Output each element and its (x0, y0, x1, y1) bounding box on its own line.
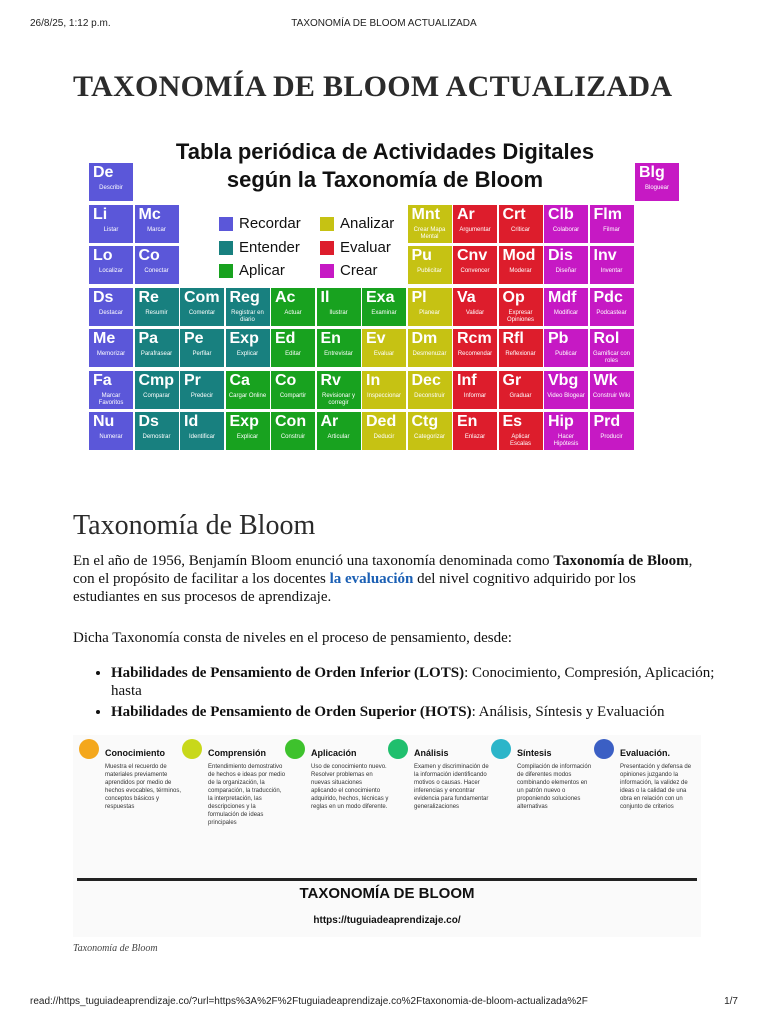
element-symbol: Rv (320, 371, 341, 389)
element-cell (271, 329, 315, 367)
infographic-divider (77, 878, 697, 881)
intro-text-b: , con el propósito de facilitar a los docentes (73, 553, 693, 587)
element-symbol: Ac (275, 288, 296, 306)
legend-label: Recordar (239, 215, 301, 232)
level-dot-icon (594, 739, 614, 759)
element-symbol: Pa (138, 330, 159, 347)
element-name: Perfilar (192, 351, 212, 357)
element-cell (408, 412, 452, 450)
element-name: Cargar Online (228, 392, 267, 399)
element-name: Describir (99, 185, 123, 191)
element-name: Memorizar (96, 351, 126, 357)
element-name: Actuar (284, 309, 302, 316)
element-name: Informar (463, 392, 487, 399)
element-symbol: Ev (366, 330, 386, 347)
element-name: Listar (103, 226, 119, 233)
element-name: Publicitar (417, 268, 442, 274)
element-cell (89, 163, 133, 201)
legend-swatch (219, 264, 233, 278)
page-number: 1/7 (724, 996, 738, 1007)
element-name: Comparar (143, 392, 170, 399)
element-symbol: Ar (457, 205, 475, 223)
element-cell (135, 329, 179, 367)
element-cell (362, 371, 406, 409)
element-name: Argumentar (459, 226, 491, 233)
page-title: TAXONOMÍA DE BLOOM ACTUALIZADA (73, 70, 673, 103)
element-name: Entrevistar (324, 351, 353, 357)
periodic-table-image (87, 133, 683, 458)
element-symbol: Rcm (457, 330, 492, 347)
element-cell (544, 329, 588, 367)
element-name: Predecir (190, 392, 214, 399)
element-symbol: En (457, 413, 478, 430)
element-name: Articular (327, 434, 350, 440)
element-name: Construir (280, 434, 306, 440)
element-cell (135, 371, 179, 409)
element-name: Crear Mapa Mental (413, 226, 446, 240)
element-name: Destacar (98, 309, 123, 316)
element-name: Explicar (236, 351, 259, 357)
image-caption: Taxonomía de Bloom (73, 943, 158, 954)
element-symbol: Pl (411, 288, 427, 306)
element-symbol: Com (184, 288, 220, 306)
element-cell (135, 205, 179, 243)
element-cell (453, 288, 497, 326)
element-name: Identificar (188, 434, 215, 440)
legend-swatch (219, 241, 233, 255)
periodic-table-title-line2: según la Taxonomía de Bloom (226, 167, 544, 192)
element-name: Explicar (236, 434, 259, 440)
element-cell (135, 246, 179, 284)
element-cell (590, 205, 634, 243)
element-symbol: Co (275, 371, 297, 389)
element-name: Comentar (188, 309, 216, 316)
element-symbol: Li (93, 205, 108, 223)
element-cell (544, 205, 588, 243)
element-name: Validar (465, 309, 485, 316)
element-cell (89, 412, 133, 450)
element-symbol: Rfl (502, 330, 524, 347)
legend-swatch (320, 217, 334, 231)
element-symbol: Hip (548, 413, 574, 430)
legend-label: Evaluar (340, 238, 391, 256)
legend-swatch (320, 264, 334, 278)
legend-swatch (219, 217, 233, 231)
element-symbol: Mod (502, 247, 536, 264)
element-cell (590, 288, 634, 326)
element-symbol: Crt (502, 205, 526, 223)
element-cell (408, 246, 452, 284)
element-name: Conectar (144, 268, 169, 274)
element-name: Registrar en diario (231, 309, 264, 323)
level-dot-icon (388, 739, 408, 759)
element-name: Evaluar (373, 351, 395, 357)
level-dot-icon (491, 739, 511, 759)
element-symbol: Vbg (548, 371, 579, 389)
element-name: Reflexionar (505, 351, 536, 357)
element-symbol: Me (93, 330, 116, 347)
list-item-bold: Habilidades de Pensamiento de Orden Superior (HOTS) (111, 704, 472, 720)
element-cell (408, 288, 452, 326)
element-cell (544, 288, 588, 326)
element-symbol: Exa (366, 288, 395, 306)
element-symbol: Ca (229, 371, 250, 389)
element-name: Inspeccionar (366, 392, 402, 399)
element-cell (453, 205, 497, 243)
element-cell (89, 288, 133, 326)
element-symbol: Mnt (411, 205, 440, 223)
element-name: Numerar (99, 434, 123, 440)
element-name: Producir (600, 434, 623, 440)
element-symbol: Blg (639, 164, 665, 181)
legend-label: Analizar (340, 215, 395, 232)
element-symbol: Ded (366, 413, 397, 430)
element-cell (499, 412, 543, 450)
level-title: Evaluación. (620, 748, 671, 758)
element-cell (180, 412, 224, 450)
element-symbol: De (93, 164, 114, 181)
element-name: Expresar Opiniones (506, 309, 535, 323)
element-symbol: Dis (548, 247, 573, 264)
level-title: Aplicación (311, 748, 357, 758)
level-title: Análisis (414, 748, 449, 758)
intro-text-a: En el año de 1956, Benjamín Bloom enunció una taxonomía denominada como (73, 553, 554, 569)
element-symbol: Re (138, 288, 159, 306)
element-cell (590, 329, 634, 367)
element-symbol: Prd (593, 413, 621, 430)
element-cell (271, 371, 315, 409)
level-description: Entendimiento demostrativo de hechos e ideas por medio de la organización, la comparación, la traducción, la interpretación, las descripciones y la formulación de ideas principales (208, 764, 286, 826)
element-name: Gamificar con roles (592, 351, 630, 364)
evaluacion-link[interactable]: la evaluación (329, 571, 414, 587)
element-cell (89, 371, 133, 409)
infographic-banner-url: https://tuguiadeaprendizaje.co/ (313, 915, 461, 926)
element-name: Diseñar (555, 268, 577, 274)
legend-swatch (320, 241, 334, 255)
element-symbol: Mc (138, 205, 161, 223)
legend-label: Aplicar (239, 262, 285, 279)
level-title: Conocimiento (105, 748, 165, 758)
element-cell (499, 246, 543, 284)
element-cell (544, 246, 588, 284)
element-symbol: Nu (93, 413, 115, 430)
element-name: Parafrasear (140, 351, 173, 357)
element-cell (226, 288, 270, 326)
element-name: Convencer (460, 268, 490, 274)
element-cell (226, 329, 270, 367)
element-name: Ilustrar (329, 309, 348, 316)
element-name: Localizar (98, 268, 123, 274)
element-cell (590, 246, 634, 284)
element-name: Desmenuzar (412, 351, 447, 357)
list-item-bold: Habilidades de Pensamiento de Orden Inferior (LOTS) (111, 665, 465, 681)
element-symbol: Ds (138, 413, 159, 430)
element-cell (408, 371, 452, 409)
intro-paragraph (73, 552, 698, 606)
element-name: Publicar (555, 351, 577, 357)
element-symbol: Va (457, 288, 476, 306)
element-name: Editar (285, 351, 301, 357)
element-name: Examinar (371, 309, 397, 316)
element-name: Inventar (600, 268, 623, 274)
element-symbol: Fa (93, 371, 112, 389)
levels-list (73, 664, 736, 724)
list-item-text: : Análisis, Síntesis y Evaluación (471, 704, 665, 720)
section-title: Taxonomía de Bloom (73, 510, 316, 541)
print-datetime: 26/8/25, 1:12 p.m. (30, 18, 111, 29)
level-dot-icon (285, 739, 305, 759)
element-symbol: Gr (502, 371, 522, 389)
element-cell (89, 205, 133, 243)
element-symbol: Inf (457, 371, 477, 389)
print-url: read://https_tuguiadeaprendizaje.co/?url=https%3A%2F%2Ftuguiadeaprendizaje.co%2Ftaxonomia-de-bloom-actualizada%2F (30, 996, 588, 1007)
print-doc-title: TAXONOMÍA DE BLOOM ACTUALIZADA (291, 18, 477, 29)
element-name: Compartir (279, 392, 307, 399)
element-symbol: Dm (411, 330, 438, 347)
element-cell (89, 329, 133, 367)
element-cell (408, 329, 452, 367)
element-symbol: En (320, 330, 341, 347)
element-symbol: Co (138, 247, 160, 264)
element-cell (226, 371, 270, 409)
element-symbol: Ar (320, 413, 339, 430)
bloom-infographic-image (73, 735, 701, 937)
element-symbol: Inv (593, 247, 617, 264)
level-description: Muestra el recuerdo de materiales previamente aprendidos por medio de hechos evocables, términos, conceptos básicos y respuestas (105, 764, 182, 810)
element-cell (135, 288, 179, 326)
element-cell (544, 412, 588, 450)
element-symbol: Wk (593, 371, 618, 389)
element-cell (453, 329, 497, 367)
element-symbol: Es (502, 413, 523, 430)
element-symbol: Op (502, 288, 525, 306)
level-dot-icon (79, 739, 99, 759)
element-name: Aplicar Escalas (509, 434, 531, 447)
element-cell (317, 412, 361, 450)
element-cell (226, 412, 270, 450)
element-symbol: Flm (593, 205, 622, 223)
level-title: Síntesis (517, 748, 552, 758)
element-cell (362, 412, 406, 450)
element-symbol: Pr (184, 371, 201, 389)
element-symbol: Cnv (457, 247, 488, 264)
element-cell (453, 246, 497, 284)
element-cell (635, 163, 679, 201)
element-symbol: Con (275, 413, 307, 430)
element-name: Recomendar (457, 351, 493, 357)
element-cell (135, 412, 179, 450)
element-name: Filmar (603, 226, 620, 233)
element-symbol: Clb (548, 205, 574, 223)
element-cell (499, 329, 543, 367)
element-name: Resumir (145, 309, 168, 316)
element-symbol: Mdf (548, 288, 577, 306)
element-name: Hacer Hipótesis (553, 434, 579, 447)
element-name: Categorizar (413, 434, 445, 440)
element-name: Bloguear (644, 185, 670, 191)
element-cell (499, 371, 543, 409)
intro-text-c: del nivel cognitivo adquirido por los estudiantes en sus procesos de aprendizaje. (73, 571, 636, 605)
element-name: Revisionar y corregir (321, 392, 355, 406)
legend-label: Crear (340, 262, 378, 279)
intro-bold: Taxonomía de Bloom (553, 553, 689, 569)
level-description: Compilación de información de diferentes modos combinando elementos en un patrón nuevo o proponiendo soluciones alternativas (517, 764, 592, 810)
element-cell (362, 288, 406, 326)
element-name: Construir Wiki (592, 392, 631, 399)
element-name: Planear (419, 309, 440, 316)
element-symbol: Rol (593, 330, 620, 347)
element-cell (180, 288, 224, 326)
element-cell (453, 412, 497, 450)
element-cell (590, 412, 634, 450)
element-name: Marcar Favoritos (98, 392, 124, 406)
element-name: Modificar (553, 309, 579, 316)
element-symbol: Pdc (593, 288, 623, 306)
element-cell (317, 329, 361, 367)
element-cell (180, 329, 224, 367)
legend-label: Entender (239, 238, 300, 256)
periodic-table-title-line1: Tabla periódica de Actividades Digitales (175, 139, 595, 164)
element-symbol: Exp (229, 330, 259, 347)
level-title: Comprensión (208, 748, 267, 758)
element-symbol: Dec (411, 371, 441, 389)
level-description: Presentación y defensa de opiniones juzgando la información, la validez de ideas o la calidad de una obra en relación con un conjunto de criterios (620, 764, 692, 810)
level-description: Uso de conocimiento nuevo. Resolver problemas en nuevas situaciones aplicando el conocimiento adquirido, hechos, técnicas y reglas en un modo diferente. (311, 764, 389, 810)
element-cell (271, 288, 315, 326)
element-symbol: Pu (411, 247, 432, 264)
element-name: Enlazar (464, 434, 486, 440)
element-symbol: In (366, 371, 381, 389)
element-cell (180, 371, 224, 409)
level-description: Examen y discriminación de la información identificando motivos o causas. Hacer inferencias y encontrar evidencia para fundamentar generalizaciones (414, 764, 489, 810)
element-cell (89, 246, 133, 284)
element-symbol: Reg (229, 288, 260, 306)
element-cell (544, 371, 588, 409)
list-item (111, 664, 736, 700)
element-cell (499, 205, 543, 243)
list-item (111, 703, 736, 721)
element-symbol: Il (320, 288, 330, 306)
level-dot-icon (182, 739, 202, 759)
element-symbol: Cmp (138, 371, 175, 389)
element-name: Podcastear (596, 309, 627, 316)
element-symbol: Lo (93, 247, 113, 264)
element-cell (317, 371, 361, 409)
element-cell (271, 412, 315, 450)
infographic-banner-title: TAXONOMÍA DE BLOOM (299, 885, 475, 902)
element-symbol: Exp (229, 413, 259, 430)
element-cell (362, 329, 406, 367)
element-cell (453, 371, 497, 409)
element-symbol: Ds (93, 288, 114, 306)
element-name: Criticar (511, 226, 530, 233)
element-symbol: Ed (275, 330, 296, 347)
element-cell (408, 205, 452, 243)
element-name: Marcar (147, 226, 166, 233)
element-name: Colaborar (552, 226, 580, 233)
element-symbol: Pb (548, 330, 569, 347)
levels-paragraph: Dicha Taxonomía consta de niveles en el proceso de pensamiento, desde: (73, 630, 512, 646)
element-name: Graduar (509, 392, 532, 399)
element-symbol: Pe (184, 330, 204, 347)
element-name: Moderar (509, 268, 532, 274)
element-name: Deducir (373, 434, 395, 440)
element-symbol: Ctg (411, 413, 439, 430)
element-cell (317, 288, 361, 326)
element-name: Demostrar (142, 434, 171, 440)
element-cell (499, 288, 543, 326)
element-name: Deconstruir (414, 392, 445, 399)
element-symbol: Id (184, 413, 199, 430)
element-cell (590, 371, 634, 409)
element-name: Video Blogear (547, 392, 585, 399)
print-footer (30, 996, 738, 1007)
list-item-text: : Conocimiento, Compresión, Aplicación; hasta (111, 665, 715, 699)
